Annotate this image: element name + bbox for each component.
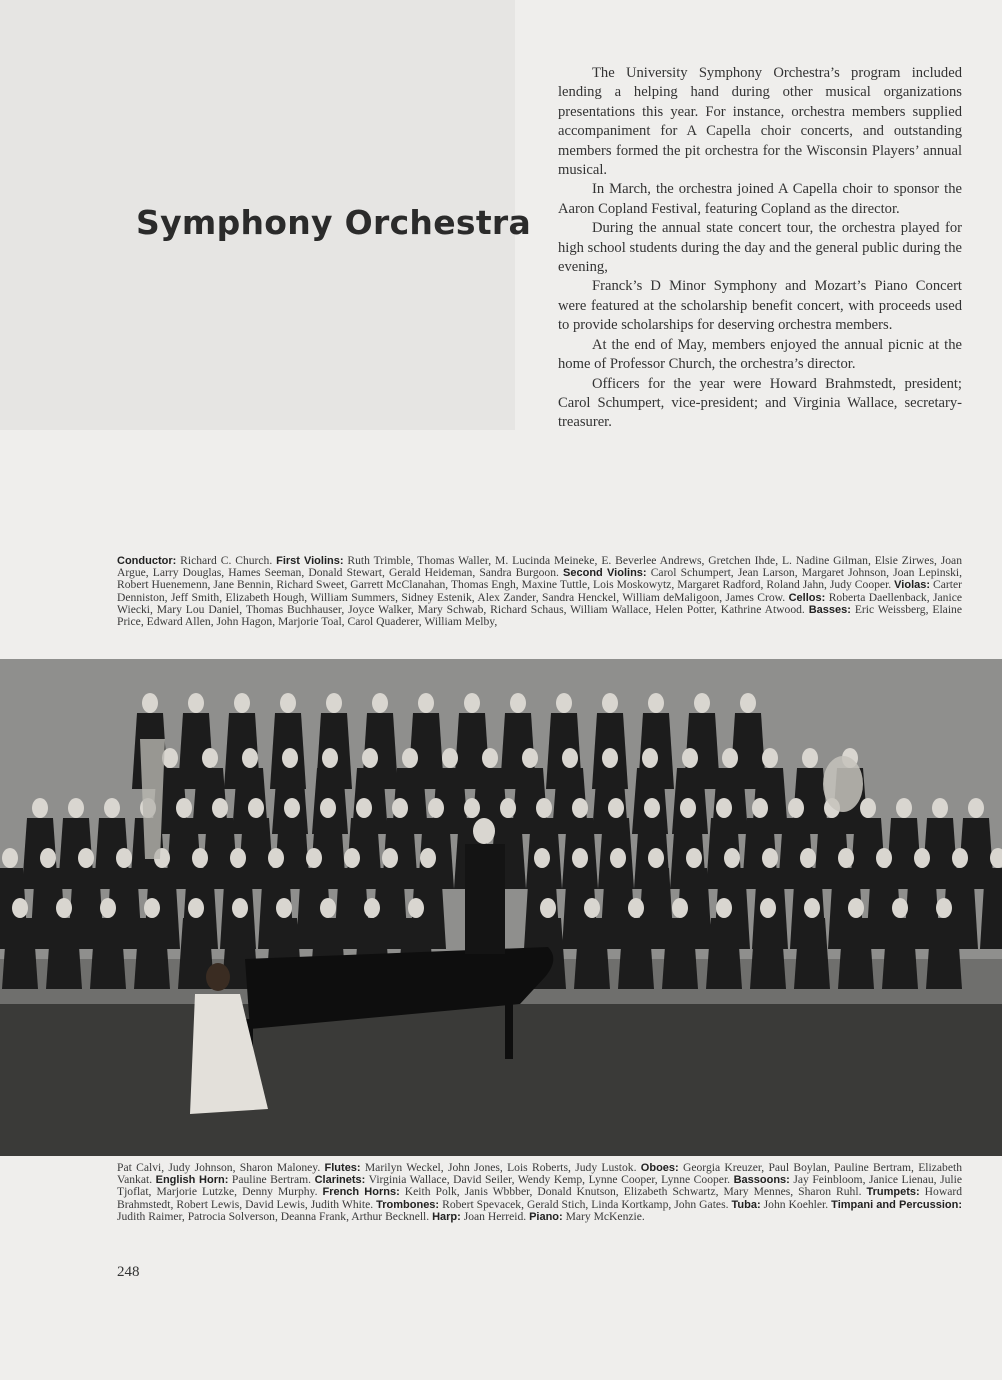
section-names: Georgia Kreuzer, Paul Boylan, Pauline Bertram, Elizabeth Vankat. [117,1161,963,1187]
musician-face [364,898,380,918]
musician-face [724,848,740,868]
section-label: Cellos: [788,591,826,604]
musician-face [232,898,248,918]
musician-face [322,748,338,768]
musician-face [78,848,94,868]
intro-paragraph: At the end of May, members enjoyed the annual picnic at the home of Professor Church, the orchestra’s director. [558,336,962,373]
section-names: Marilyn Weckel, John Jones, Lois Roberts, Judy Lustok. [360,1161,641,1174]
musician-face [276,898,292,918]
musician-face [144,898,160,918]
musician-face [382,848,398,868]
musician-face [802,748,818,768]
musician-face [562,748,578,768]
musician-face [280,693,296,713]
musician-face [968,798,984,818]
section-label: Conductor: [117,555,177,567]
intro-paragraph: During the annual state concert tour, the orchestra played for high school students during the day and the general public during the evening, [558,220,962,276]
musician-face [642,748,658,768]
intro-paragraph: In March, the orchestra joined A Capella choir to sponsor the Aaron Copland Festival, featuring Copland as the director. [558,181,962,217]
section-label: English Horn: [155,1174,229,1187]
musician-face [320,798,336,818]
musician-face [722,748,738,768]
musician-face [608,798,624,818]
musician-face [100,898,116,918]
musician-face [522,748,538,768]
section-names: Joan Herreid. [460,1209,530,1223]
section-names: John Koehler. [760,1197,832,1211]
musician-face [838,848,854,868]
section-names: Mary McKenzie. [562,1209,645,1223]
musician-face [876,848,892,868]
musician-face [372,693,388,713]
musician-face [116,848,132,868]
musician-face [610,848,626,868]
musician-face [644,798,660,818]
musician-face [428,798,444,818]
musician-face [936,898,952,918]
musician-face [464,798,480,818]
musician-face [420,848,436,868]
page-number: 248 [117,1264,140,1280]
musician-face [556,693,572,713]
section-label: First Violins: [276,555,344,567]
musician-face [356,798,372,818]
musician-figure [750,918,786,989]
orchestra-photo [0,659,1002,1156]
musician-figure [90,918,126,989]
musician-face [572,798,588,818]
section-label: Trumpets: [866,1186,920,1199]
section-names: Pauline Bertram. [228,1173,315,1187]
musician-face [648,693,664,713]
musician-figure [618,918,654,989]
musician-face [510,693,526,713]
musician-face [192,848,208,868]
section-label: Piano: [529,1210,563,1223]
section-label: Bassoons: [733,1174,790,1187]
musician-face [952,848,968,868]
musician-face [602,693,618,713]
section-label: French Horns: [322,1186,400,1199]
section-label: Timpani and Percussion: [831,1198,963,1211]
intro-paragraph: The University Symphony Orchestra’s program included lending a helping hand during other musical organizations presentations this year. For instance, orchestra members supplied accompaniment for A Capella choir concerts, and outstanding members formed the pit orchestra for the Wisconsin Players’ annual musical. [558,65,962,179]
section-label: Clarinets: [314,1174,366,1187]
roster-top [117,555,962,628]
musician-face [188,693,204,713]
musician-face [716,798,732,818]
section-names: Jay Feinbloom, Janice Lienau, Julie Tjoflat, Marjorie Lutzke, Denny Murphy. [117,1173,962,1199]
section-label: Violas: [894,579,931,592]
musician-figure [134,918,170,989]
musician-face [344,848,360,868]
musician-face [500,798,516,818]
musician-figure [794,918,830,989]
musician-face [932,798,948,818]
musician-face [694,693,710,713]
musician-face [202,748,218,768]
musician-face [442,748,458,768]
musician-face [602,748,618,768]
musician-face [482,748,498,768]
section-names: Howard Brahmstedt, Robert Lewis, David Lewis, Judith White. [117,1185,962,1211]
section-names: Pat Calvi, Judy Johnson, Sharon Maloney. [117,1161,325,1174]
section-names: Richard C. Church. [176,554,277,567]
orchestra-photo-illustration [0,659,1002,1156]
musician-face [914,848,930,868]
musician-face [176,798,192,818]
section-label: Basses: [808,603,851,616]
section-names: Robert Spevacek, Gerald Stich, Linda Kortkamp, John Gates. [439,1197,732,1211]
musician-face [740,693,756,713]
section-names: Ruth Trimble, Thomas Waller, M. Lucinda Meineke, E. Beverlee Andrews, Gretchen Ihde, L. Nadine Gilman, Elsie Zirwes, Joan Argue, Larry Douglas, Hames Seeman, Donald Stewart, Gerald Heideman, Sandra Burgoon. [117,554,962,580]
musician-face [326,693,342,713]
section-names: Judith Raimer, Patrocia Solverson, Deanna Frank, Arthur Becknell. [117,1209,433,1223]
musician-face [680,798,696,818]
musician-face [892,898,908,918]
musician-face [584,898,600,918]
section-names: Carter Denniston, Jeff Smith, Elizabeth Hough, William Summers, Sidney Estenik, Alex Zander, Sandra Henckel, William deMaligoon, James Crow. [117,578,962,604]
musician-face [682,748,698,768]
musician-figure [926,918,962,989]
section-names: Eric Weissberg, Elaine Price, Edward Allen, John Hagon, Marjorie Toal, Carol Quaderer, William Melby, [117,602,962,629]
musician-face [188,898,204,918]
section-label: Trombones: [376,1198,440,1211]
musician-face [142,693,158,713]
roster-bottom [117,1162,962,1223]
section-label: Harp: [432,1210,461,1223]
section-label: Second Violins: [563,567,647,580]
musician-figure [662,918,698,989]
musician-face [402,748,418,768]
musician-figure [2,918,38,989]
musician-face [408,898,424,918]
musician-figure [838,918,874,989]
musician-face [284,798,300,818]
section-label: Tuba: [731,1198,761,1211]
musician-face [68,798,84,818]
musician-face [12,898,28,918]
section-label: Oboes: [640,1162,679,1174]
musician-face [234,693,250,713]
musician-face [32,798,48,818]
musician-face [896,798,912,818]
section-names: Roberta Daellenback, Janice Wiecki, Mary Lou Daniel, Thomas Buchhauser, Joyce Walker, Mary Schwab, Richard Schaus, William Wallace, Helen Potter, Kathrine Atwood. [117,590,962,616]
musician-face [672,898,688,918]
musician-face [2,848,18,868]
section-names: Keith Polk, Janis Wbbber, Donald Knutson, Elizabeth Schwartz, Mary Mennes, Sharon Ruhl. [399,1185,867,1199]
musician-face [648,848,664,868]
musician-figure [882,918,918,989]
musician-face [320,898,336,918]
musician-figure [574,918,610,989]
musician-face [752,798,768,818]
musician-face [306,848,322,868]
musician-face [848,898,864,918]
musician-face [762,748,778,768]
intro-paragraph: Franck’s D Minor Symphony and Mozart’s Piano Concert were featured at the scholarship benefit concert, with proceeds used to provide scholarships for deserving orchestra members. [558,278,962,334]
musician-face [40,848,56,868]
musician-face [464,693,480,713]
musician-face [104,798,120,818]
musician-face [800,848,816,868]
musician-face [282,748,298,768]
musician-face [760,898,776,918]
page-title: Symphony Orchestra [136,203,532,242]
musician-face [686,848,702,868]
musician-face [762,848,778,868]
musician-face [56,898,72,918]
musician-face [628,898,644,918]
musician-face [860,798,876,818]
musician-face [248,798,264,818]
musician-face [716,898,732,918]
musician-face [572,848,588,868]
musician-face [392,798,408,818]
musician-figure [706,918,742,989]
section-names: Carol Schumpert, Jean Larson, Margaret Johnson, Joan Lepinski, Robert Huenemenn, Jane Bennin, Richard Sweet, Garrett McClanahan, Thomas Engh, Maxine Tuttle, Lois Moskowytz, Margaret Radford, Roland Jahn, Judy Cooper. [117,566,963,592]
musician-face [230,848,246,868]
musician-face [418,693,434,713]
musician-face [242,748,258,768]
section-label: Flutes: [324,1162,361,1174]
musician-face [534,848,550,868]
musician-face [268,848,284,868]
musician-face [362,748,378,768]
musician-face [212,798,228,818]
musician-face [540,898,556,918]
musician-face [788,798,804,818]
intro-text [558,64,962,433]
musician-face [804,898,820,918]
musician-figure [46,918,82,989]
intro-paragraph: Officers for the year were Howard Brahmstedt, president; Carol Schumpert, vice-president; and Virginia Wallace, secretary-treasurer. [558,375,962,431]
section-names: Virginia Wallace, David Seiler, Wendy Kemp, Lynne Cooper, Lynne Cooper. [365,1173,734,1187]
musician-face [536,798,552,818]
